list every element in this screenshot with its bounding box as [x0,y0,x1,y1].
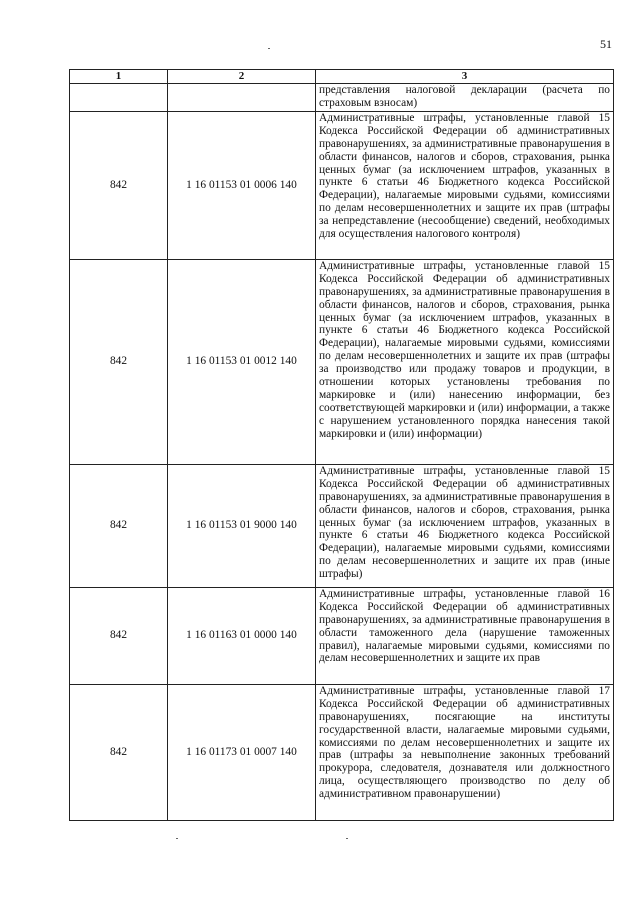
continuation-empty-2 [168,83,316,111]
table-row [70,587,614,684]
code-description: Административные штрафы, установленные главой 16 Кодекса Российской Федерации об административных правонарушениях, за административные правонарушения в области таможенного дела (нарушение таможенных правил), налагаемые мировыми судьями, комиссиями по делам несовершеннолетних и защите их прав [316,587,614,684]
scan-speck [268,48,270,49]
continuation-row [70,83,614,111]
budget-code: 1 16 01173 01 0007 140 [168,684,316,820]
header-col-3: 3 [316,70,614,84]
budget-code: 1 16 01153 01 0012 140 [168,259,316,464]
budget-code: 1 16 01153 01 0006 140 [168,111,316,259]
budget-code: 1 16 01153 01 9000 140 [168,464,316,587]
header-col-1: 1 [70,70,168,84]
code-description: Административные штрафы, установленные главой 15 Кодекса Российской Федерации об административных правонарушениях, за административные правонарушения в области финансов, налогов и сборов, страхования, рынка ценных бумаг (за исключением штрафов, указанных в пункте 6 статьи 46 Бюджетного кодекса Российской Федерации), налагаемые мировыми судьями, комиссиями по делам несовершеннолетних и защите их прав (штрафы за непредставление (несообщение) сведений, необходимых для осуществления налогового контроля) [316,111,614,259]
continuation-empty-1 [70,83,168,111]
table-row [70,684,614,820]
budget-codes-table [69,69,614,821]
table-row [70,111,614,259]
admin-code: 842 [70,684,168,820]
page-number: 51 [600,37,612,51]
admin-code: 842 [70,587,168,684]
code-description: Административные штрафы, установленные главой 15 Кодекса Российской Федерации об административных правонарушениях, за административные правонарушения в области финансов, налогов и сборов, страхования, рынка ценных бумаг (за исключением штрафов, указанных в пункте 6 статьи 46 Бюджетного кодекса Российской Федерации), налагаемые мировыми судьями, комиссиями по делам несовершеннолетних и защите их прав (иные штрафы) [316,464,614,587]
continuation-text: представления налоговой декларации (расчета по страховым взносам) [316,83,614,111]
admin-code: 842 [70,111,168,259]
table-header-row [70,70,614,84]
admin-code: 842 [70,259,168,464]
table-row [70,464,614,587]
budget-code: 1 16 01163 01 0000 140 [168,587,316,684]
scan-speck [346,838,348,839]
scan-speck [176,838,178,839]
table-row [70,259,614,464]
code-description: Административные штрафы, установленные главой 17 Кодекса Российской Федерации об административных правонарушениях, посягающие на институты государственной власти, налагаемые мировыми судьями, комиссиями по делам несовершеннолетних и защите их прав (штрафы за невыполнение законных требований прокурора, следователя, дознавателя или должностного лица, осуществляющего производство по делу об административном правонарушении) [316,684,614,820]
code-description: Административные штрафы, установленные главой 15 Кодекса Российской Федерации об административных правонарушениях, за административные правонарушения в области финансов, налогов и сборов, страхования, рынка ценных бумаг (за исключением штрафов, указанных в пункте 6 статьи 46 Бюджетного кодекса Российской Федерации), налагаемые мировыми судьями, комиссиями по делам несовершеннолетних и защите их прав (штрафы за производство или продажу товаров и продукции, в отношении которых установлены требования по маркировке и (или) нанесению информации, без соответствующей маркировки и (или) информации, а также с нарушением установленного порядка нанесения такой маркировки и (или) информации) [316,259,614,464]
header-col-2: 2 [168,70,316,84]
admin-code: 842 [70,464,168,587]
